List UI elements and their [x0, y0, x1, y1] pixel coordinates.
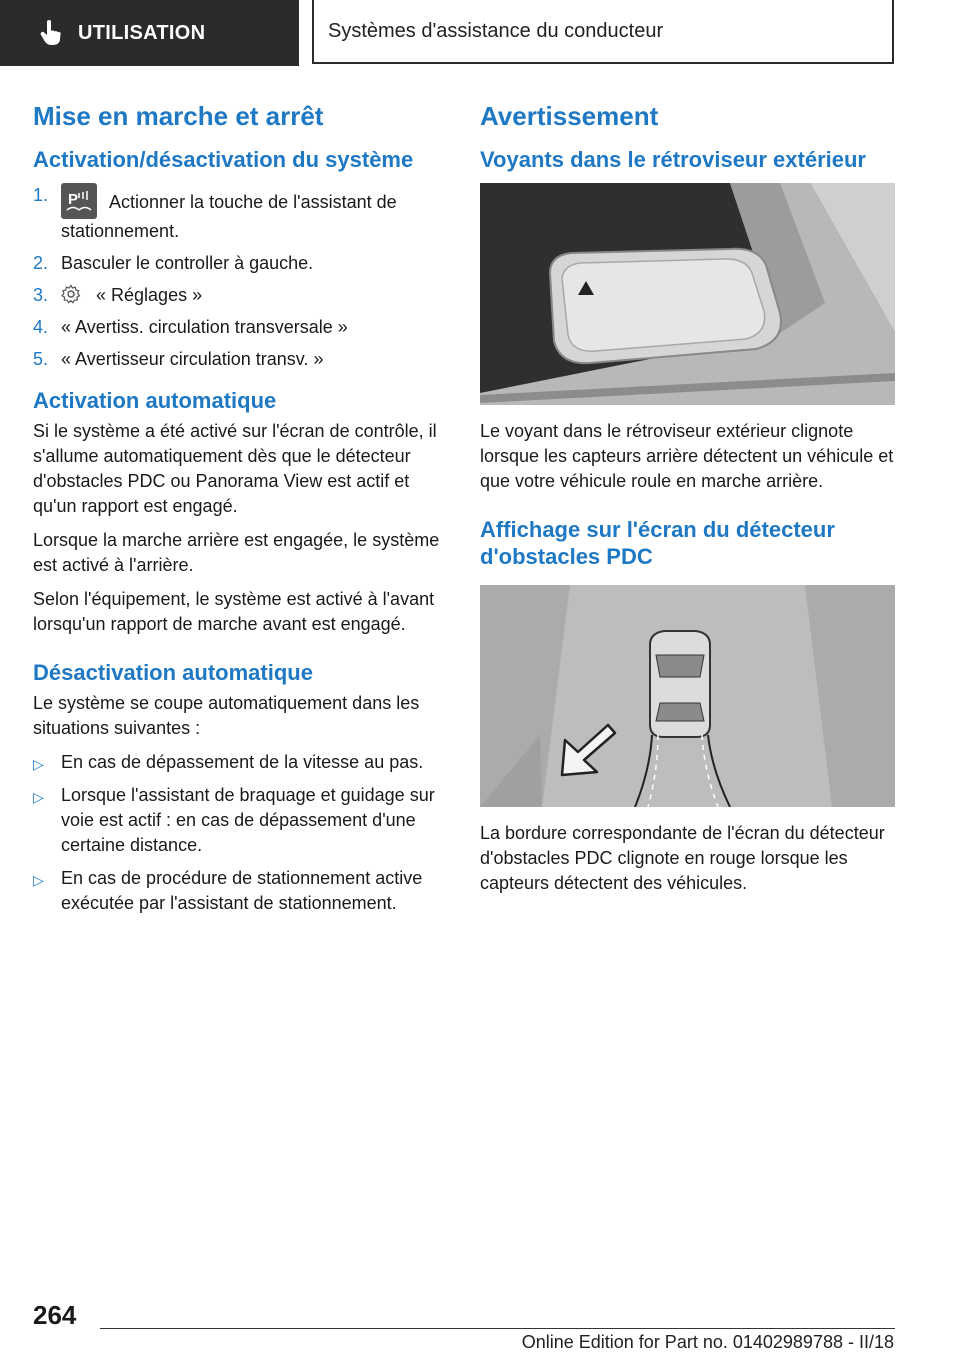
- heading-auto-activation: Activation automatique: [33, 388, 277, 414]
- paragraph: Le système se coupe automatiquement dans les situations suivantes :: [33, 692, 420, 738]
- section-tab[interactable]: [0, 0, 299, 66]
- chapter-title: Systèmes d'assistance du conducteur: [328, 19, 664, 42]
- left-column: [33, 100, 448, 924]
- deactivation-list: [33, 750, 448, 916]
- list-item: [33, 347, 448, 372]
- list-item: [33, 866, 448, 916]
- list-item: [33, 183, 448, 244]
- heading-mirror-indicator: Voyants dans le rétroviseur extérieur: [480, 146, 866, 172]
- bullet-text: En cas de dépassement de la vitesse au pas.: [61, 751, 424, 772]
- paragraph: Le voyant dans le rétroviseur extérieur clignote lorsque les capteurs arrière détectent un véhicule et que votre véhicule roule en marche arrière.: [480, 421, 894, 492]
- edition-info: Online Edition for Part no. 01402989788 - II/18: [521, 1332, 894, 1352]
- heading-auto-deactivation: Désactivation automatique: [33, 660, 313, 686]
- page-header: [0, 0, 960, 66]
- heading-warning: Avertissement: [480, 101, 659, 131]
- right-column: [480, 100, 895, 905]
- heading-pdc-display: Affichage sur l'écran du détecteur d'obstacles PDC: [480, 517, 835, 570]
- heading-activation: Activation/désactivation du système: [33, 146, 414, 172]
- step-text: « Réglages »: [96, 285, 203, 306]
- step-text: « Avertiss. circulation transversale »: [61, 317, 348, 338]
- gear-icon: [61, 284, 81, 304]
- mirror-illustration: [480, 183, 895, 405]
- list-item: [33, 315, 448, 340]
- paragraph: Lorsque la marche arrière est engagée, le système est activé à l'arrière.: [33, 530, 440, 576]
- park-assist-button-icon: [61, 183, 97, 219]
- footer-divider: [100, 1328, 895, 1329]
- heading-on-off: Mise en marche et arrêt: [33, 101, 324, 131]
- step-text: Basculer le controller à gauche.: [61, 253, 314, 274]
- triangle-bullet-icon: ▷: [33, 755, 44, 772]
- bullet-text: En cas de procédure de stationnement active exécutée par l'assistant de stationnement.: [61, 867, 423, 913]
- step-number: 5.: [33, 349, 49, 370]
- page-number: 264: [33, 1300, 77, 1330]
- paragraph: Selon l'équipement, le système est activé à l'avant lorsqu'un rapport de marche avant est engagé.: [33, 589, 435, 635]
- step-text: Actionner la touche de l'assistant de stationnement.: [61, 192, 397, 242]
- triangle-bullet-icon: ▷: [33, 788, 44, 805]
- chapter-tab[interactable]: [312, 0, 894, 64]
- step-number: 2.: [33, 253, 49, 274]
- paragraph: Si le système a été activé sur l'écran de contrôle, il s'allume automatiquement dès que le détecteur d'obstacles PDC ou Panorama View est actif et qu'un rapport est engagé.: [33, 421, 437, 517]
- paragraph: La bordure correspondante de l'écran du détecteur d'obstacles PDC clignote en rouge lorsque les capteurs détectent des véhicules.: [480, 822, 885, 893]
- bullet-text: Lorsque l'assistant de braquage et guidage sur voie est actif : en cas de dépassement d'une certaine distance.: [61, 784, 435, 855]
- step-number: 4.: [33, 317, 49, 338]
- triangle-bullet-icon: ▷: [33, 871, 44, 888]
- step-number: 3.: [33, 285, 49, 306]
- list-item: [33, 750, 448, 775]
- list-item: [33, 783, 448, 858]
- list-item: [33, 283, 448, 308]
- step-text: « Avertisseur circulation transv. »: [61, 349, 324, 370]
- hand-pointer-icon: [36, 19, 64, 47]
- svg-text:P: P: [68, 191, 79, 209]
- activation-steps: [33, 183, 448, 372]
- list-item: [33, 251, 448, 276]
- pdc-display-illustration: [480, 585, 895, 807]
- section-label: UTILISATION: [78, 21, 206, 44]
- step-number: 1.: [33, 185, 49, 206]
